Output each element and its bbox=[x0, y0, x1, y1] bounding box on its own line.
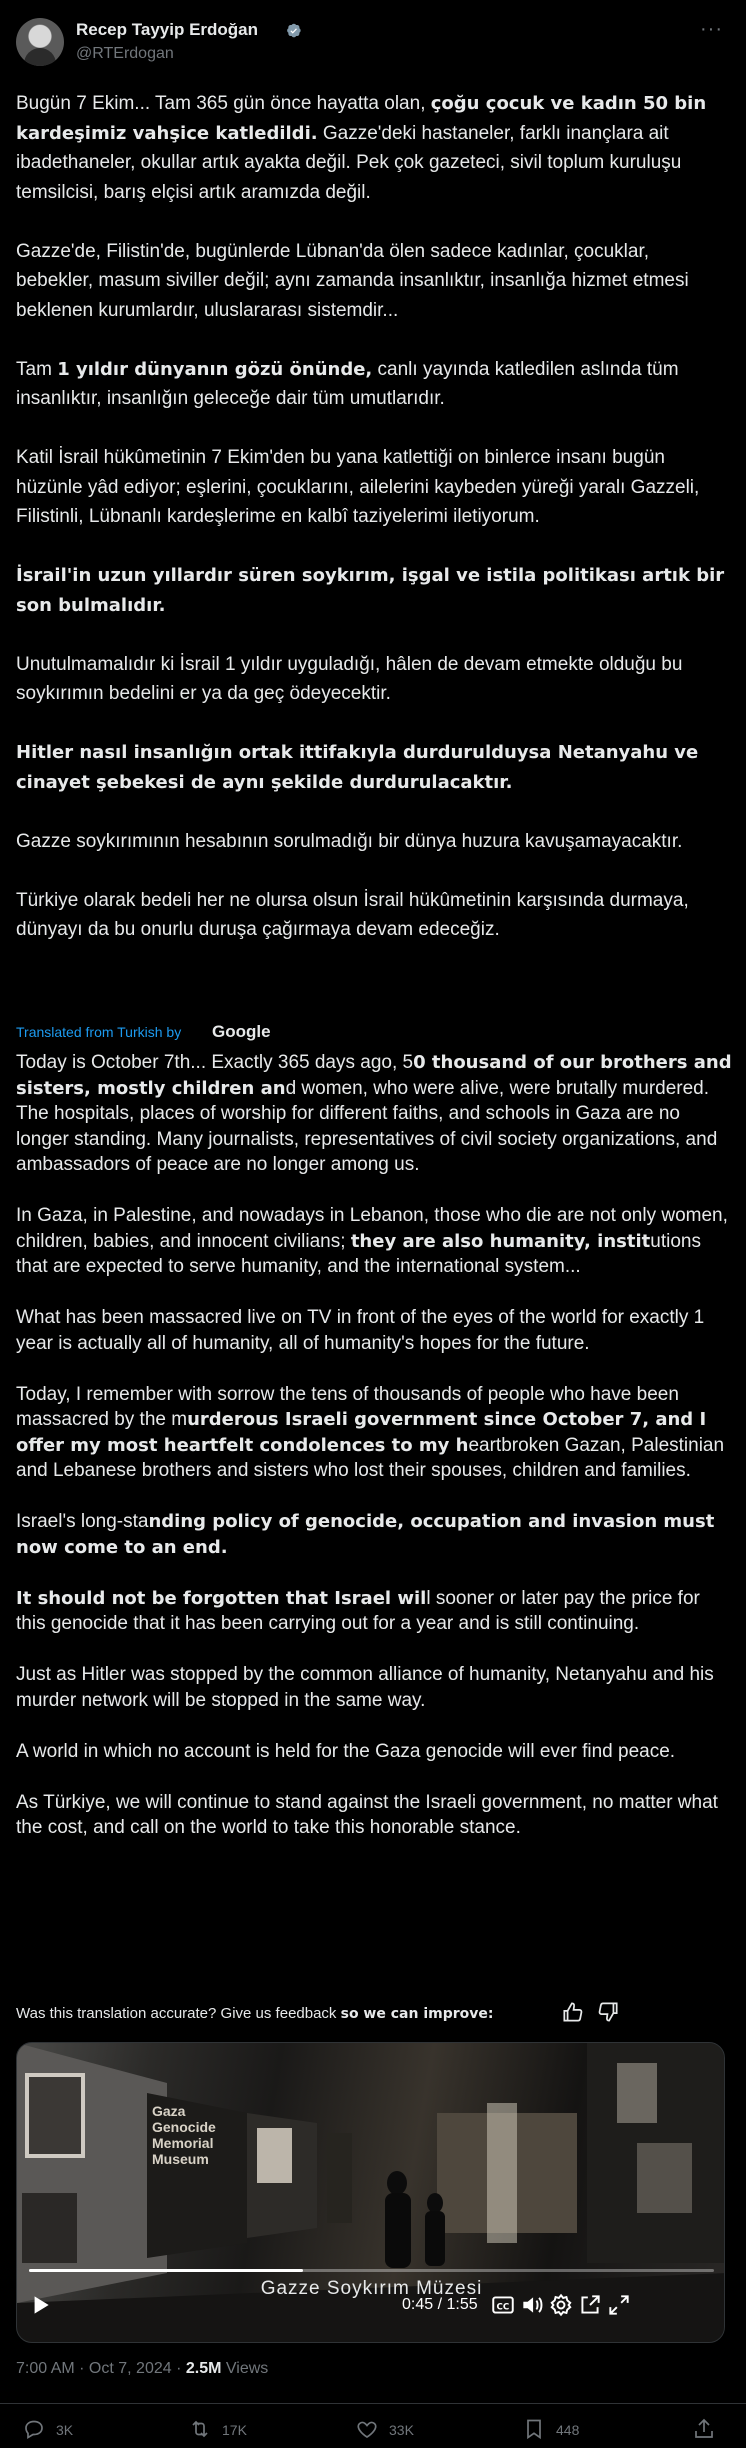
paragraph-text: Bugün 7 Ekim... Tam 365 gün önce hayatta olan, bbox=[16, 93, 431, 114]
tweet-text-original bbox=[16, 89, 726, 974]
google-logo: Google bbox=[212, 1022, 271, 1041]
author-name[interactable]: Recep Tayyip Erdoğan bbox=[76, 20, 259, 39]
paragraph-text: Gazze'deki hastaneler, farklı inançlara ait ibadethaneler, okullar artık ayakta değil. Pek çok gazeteci, sivil toplum kuruluşu temsilcisi, barış elçisi artık aramızda değil. bbox=[16, 122, 682, 203]
translation-paragraph bbox=[16, 1739, 734, 1765]
translated-from-label[interactable]: Translated from Turkish by bbox=[16, 1024, 182, 1040]
paragraph-text: Tam bbox=[16, 358, 58, 380]
paragraph-bold-text: It should not be forgotten that Israel wil bbox=[16, 1587, 427, 1609]
translation-paragraph bbox=[16, 1050, 734, 1178]
paragraph-text: Unutulmamalıdır ki İsrail 1 yıldır uyguladığı, hâlen de devam etmekte olduğu bu soykırımın bedelini er ya da geç ödeyecektir. bbox=[16, 653, 683, 704]
paragraph-text: utions that are expected to serve humanity, and the international system... bbox=[16, 1230, 701, 1277]
translation-paragraph bbox=[16, 1790, 734, 1841]
paragraph-text: As Türkiye, we will continue to stand against the Israeli government, no matter what the cost, and call on the world to take this honorable stance. bbox=[16, 1791, 718, 1838]
original-paragraph bbox=[16, 827, 726, 857]
like-count: 33K bbox=[389, 2422, 414, 2438]
video-time: 0:45 / 1:55 bbox=[402, 2296, 478, 2313]
svg-text:CC: CC bbox=[496, 2302, 510, 2313]
repost-icon bbox=[188, 2417, 212, 2441]
action-bar bbox=[0, 2415, 746, 2448]
paragraph-text: Israel's long-sta bbox=[16, 1511, 149, 1532]
heart-icon bbox=[355, 2417, 379, 2441]
original-paragraph bbox=[16, 89, 726, 207]
paragraph-text: Just as Hitler was stopped by the common alliance of humanity, Netanyahu and his murder network will be stopped in the same way. bbox=[16, 1664, 714, 1711]
video-progress-bar[interactable] bbox=[29, 2269, 714, 2272]
tweet-header bbox=[0, 0, 746, 70]
paragraph-text: What has been massacred live on TV in front of the eyes of the world for exactly 1 year is actually all of humanity, all of humanity's hopes for the future. bbox=[16, 1307, 705, 1354]
paragraph-bold-text: urderous Israeli government since October 7, and I offer my most heartfelt condolences to my h bbox=[16, 1409, 707, 1456]
paragraph-text: Gazze soykırımının hesabının sorulmadığı bir dünya huzura kavuşamayacaktır. bbox=[16, 830, 683, 852]
translation-feedback bbox=[16, 2005, 493, 2022]
author-handle[interactable]: @RTErdogan bbox=[76, 45, 174, 62]
paragraph-text: Gazze'de, Filistin'de, bugünlerde Lübnan'da ölen sadece kadınlar, çocuklar, bebekler, masum siviller değil; aynı zamanda insanlıktır, insanlığa hizmet etmesi beklenen kurumlardır, uluslararası sistemdir... bbox=[16, 240, 689, 321]
paragraph-bold-text: 1 yıldır dünyanın gözü önünde, bbox=[57, 358, 373, 380]
video-player[interactable] bbox=[16, 2042, 725, 2343]
paragraph-text: eartbroken Gazan, Palestinian and Lebanese brothers and sisters who lost their spouses, children and families. bbox=[16, 1434, 725, 1481]
captions-icon[interactable] bbox=[490, 2292, 516, 2318]
tweet-timestamp[interactable]: 7:00 AM · Oct 7, 2024 · bbox=[16, 2360, 186, 2377]
share-icon bbox=[692, 2417, 716, 2441]
original-paragraph bbox=[16, 355, 726, 414]
paragraph-text: Today, I remember with sorrow the tens of thousands of people who have been massacred by the m bbox=[16, 1383, 679, 1430]
paragraph-text: Türkiye olarak bedeli her ne olursa olsun İsrail hükûmetinin karşısında durmaya, dünyayı da bu onurlu duruşa çağırmaya devam edeceğiz. bbox=[16, 889, 689, 940]
feedback-bold: so we can improve: bbox=[340, 2006, 494, 2022]
fullscreen-icon[interactable] bbox=[606, 2292, 632, 2318]
translation-paragraph bbox=[16, 1662, 734, 1713]
original-paragraph bbox=[16, 738, 726, 797]
paragraph-text: Today is October 7th... Exactly 365 days ago, 5 bbox=[16, 1052, 414, 1073]
thumbs-down-icon[interactable] bbox=[595, 1999, 621, 2025]
paragraph-bold-text: çoğu çocuk ve kadın 50 bin kardeşimiz vahşice katledildi. bbox=[16, 93, 707, 144]
settings-gear-icon[interactable] bbox=[548, 2292, 574, 2318]
video-caption: Gazze Soykırım Müzesi bbox=[260, 2278, 483, 2299]
popout-icon[interactable] bbox=[577, 2292, 603, 2318]
play-icon[interactable] bbox=[27, 2292, 53, 2318]
original-paragraph bbox=[16, 561, 726, 620]
paragraph-text: Katil İsrail hükûmetinin 7 Ekim'den bu yana katlettiği on binlerce insanı bugün hüzünle yâd ediyor; eşlerini, çocuklarını, ailelerini kaybeden yüreği yaralı Gazzeli, Filistinli, Lübnanlı kardeşlerime en kalbî taziyelerimi iletiyorum. bbox=[16, 447, 700, 527]
divider bbox=[0, 2403, 746, 2404]
original-paragraph bbox=[16, 237, 726, 326]
view-count: 2.5M bbox=[185, 2360, 222, 2377]
thumbs-up-icon[interactable] bbox=[560, 1999, 586, 2025]
paragraph-text: In Gaza, in Palestine, and nowadays in Lebanon, those who die are not only women, children, babies, and innocent civilians; bbox=[16, 1205, 728, 1252]
translation-paragraph bbox=[16, 1203, 734, 1280]
volume-icon[interactable] bbox=[519, 2292, 545, 2318]
views-label: Views bbox=[221, 2360, 269, 2377]
poster-title: Gaza Genocide Memorial Museum bbox=[152, 2103, 216, 2167]
reply-count: 3K bbox=[56, 2422, 74, 2438]
translation-paragraph bbox=[16, 1509, 734, 1560]
verified-badge-icon bbox=[283, 21, 302, 40]
tweet-text-translation bbox=[16, 1050, 734, 1866]
translation-paragraph bbox=[16, 1382, 734, 1484]
original-paragraph bbox=[16, 443, 726, 532]
paragraph-bold-text: İsrail'in uzun yıllardır süren soykırım, işgal ve istila politikası artık bir son bulmalıdır. bbox=[16, 565, 725, 616]
paragraph-bold-text: 0 thousand of our brothers and sisters, mostly children an bbox=[16, 1052, 732, 1099]
avatar[interactable] bbox=[16, 18, 64, 66]
video-progress-fill bbox=[29, 2269, 303, 2272]
paragraph-text: d women, who were alive, were brutally murdered. The hospitals, places of worship for different faiths, and schools in Gaza are no longer standing. Many journalists, representatives of civil society organizations, and ambassadors of peace are no longer among us. bbox=[16, 1077, 718, 1175]
tweet-meta bbox=[16, 2360, 268, 2378]
more-options-icon[interactable]: ··· bbox=[700, 18, 723, 40]
paragraph-bold-text: Hitler nasıl insanlığın ortak ittifakıyla durdurulduysa Netanyahu ve cinayet şebekesi de aynı şekilde durdurulacaktır. bbox=[16, 742, 699, 793]
paragraph-text: canlı yayında katledilen aslında tüm insanlıktır, insanlığın geleceğe dair tüm umutlarıdır. bbox=[16, 358, 679, 409]
original-paragraph bbox=[16, 650, 726, 709]
reply-icon bbox=[22, 2417, 46, 2441]
bookmark-count: 448 bbox=[556, 2422, 580, 2438]
bookmark-icon bbox=[522, 2417, 546, 2441]
feedback-text: Was this translation accurate? Give us feedback bbox=[16, 2005, 341, 2022]
paragraph-text: l sooner or later pay the price for this genocide that it has been carrying out for a year and is still continuing. bbox=[16, 1587, 700, 1634]
original-paragraph bbox=[16, 886, 726, 945]
translation-paragraph bbox=[16, 1586, 734, 1637]
paragraph-text: A world in which no account is held for the Gaza genocide will ever find peace. bbox=[16, 1740, 676, 1762]
paragraph-bold-text: nding policy of genocide, occupation and invasion must now come to an end. bbox=[16, 1511, 715, 1558]
translation-paragraph bbox=[16, 1305, 734, 1356]
paragraph-bold-text: they are also humanity, instit bbox=[350, 1230, 651, 1252]
repost-count: 17K bbox=[222, 2422, 247, 2438]
